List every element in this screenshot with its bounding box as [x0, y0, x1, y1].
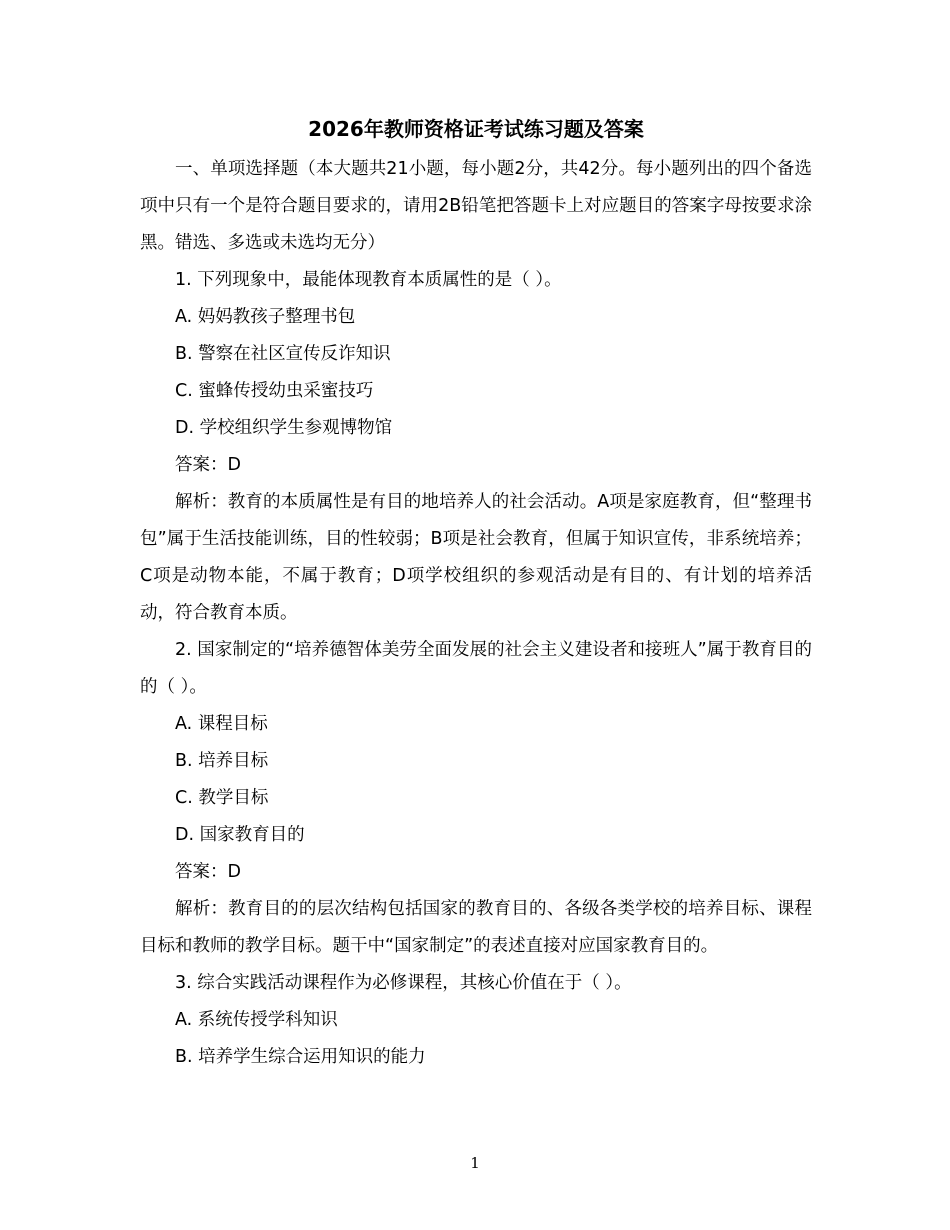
question-2-option-a: A. 课程目标 — [175, 714, 268, 734]
question-3-option-a: A. 系统传授学科知识 — [175, 1010, 338, 1030]
document-title: 2026年教师资格证考试练习题及答案 — [308, 117, 644, 141]
question-1-option-b: B. 警察在社区宣传反诈知识 — [175, 344, 391, 364]
question-2-stem: 2. 国家制定的“培养德智体美劳全面发展的社会主义建设者和接班人”属于教育目的的（ ）。 — [140, 640, 812, 697]
question-1-option-d: D. 学校组织学生参观博物馆 — [175, 418, 393, 438]
question-1-answer: 答案：D — [175, 455, 241, 475]
question-1-option-c: C. 蜜蜂传授幼虫采蜜技巧 — [175, 381, 374, 401]
question-3-stem: 3. 综合实践活动课程作为必修课程，其核心价值在于（ ）。 — [175, 973, 632, 993]
question-2-option-d: D. 国家教育目的 — [175, 825, 305, 845]
document-body — [140, 113, 812, 1076]
question-1-stem: 1. 下列现象中，最能体现教育本质属性的是（ ）。 — [175, 270, 562, 290]
page-number: 1 — [470, 1154, 480, 1172]
question-2-explanation: 解析：教育目的的层次结构包括国家的教育目的、各级各类学校的培养目标、课程目标和教师的教学目标。题干中“国家制定”的表述直接对应国家教育目的。 — [140, 899, 812, 956]
question-1-option-a: A. 妈妈教孩子整理书包 — [175, 307, 356, 327]
question-2-option-b: B. 培养目标 — [175, 751, 269, 771]
section-instructions: 一、单项选择题（本大题共21小题，每小题2分，共42分。每小题列出的四个备选项中只有一个是符合题目要求的，请用2B铅笔把答题卡上对应题目的答案字母按要求涂黑。错选、多选或未选均无分） — [140, 159, 812, 253]
question-2-answer: 答案：D — [175, 862, 241, 882]
question-1-explanation: 解析：教育的本质属性是有目的地培养人的社会活动。A项是家庭教育，但“整理书包”属于生活技能训练，目的性较弱；B项是社会教育，但属于知识宣传，非系统培养；C项是动物本能，不属于教育；D项学校组织的参观活动是有目的、有计划的培养活动，符合教育本质。 — [140, 492, 812, 623]
question-3-option-b: B. 培养学生综合运用知识的能力 — [175, 1047, 426, 1067]
question-2-option-c: C. 教学目标 — [175, 788, 269, 808]
